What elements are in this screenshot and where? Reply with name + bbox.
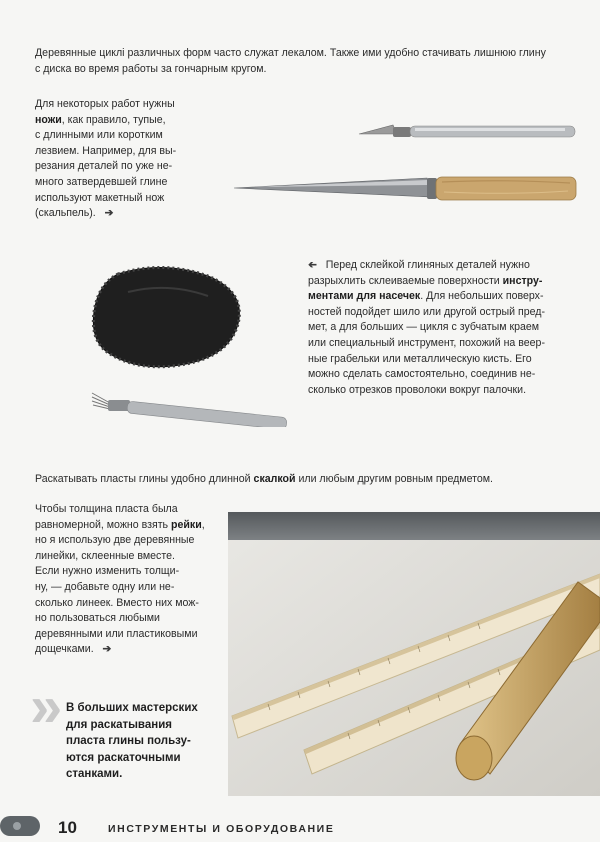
arrow-right-icon: ➔ bbox=[102, 643, 112, 656]
notching-line-1-text: Перед склейкой глиняных деталей нужно bbox=[325, 259, 530, 271]
callout-line-2: для раскатывания bbox=[66, 718, 172, 731]
rolling-text-post: или любым другим ровным предметом. bbox=[298, 473, 493, 485]
rulers-rolling-pin-photo bbox=[228, 512, 600, 796]
knives-bold-term: ножи bbox=[35, 113, 62, 126]
knives-line-8-text: (скальпель). bbox=[35, 207, 96, 220]
notching-line-2-text: разрыхлить склеиваемые поверхности bbox=[308, 274, 500, 287]
notching-line-3-rest: . Для небольших поверх- bbox=[420, 290, 544, 303]
knives-line-1: Для некоторых работ нужны bbox=[35, 98, 175, 110]
arrow-right-icon: ➔ bbox=[104, 207, 114, 220]
page-footer bbox=[0, 812, 600, 842]
slats-line-9: деревянными или пластиковыми bbox=[35, 627, 198, 640]
notching-line-6: или специальный инструмент, похожий на веер- bbox=[308, 336, 545, 349]
knives-line-3: с длинными или коротким bbox=[35, 129, 163, 142]
knives-line-2 bbox=[35, 113, 225, 129]
callout-box bbox=[66, 700, 226, 783]
callout-chevron-icon: » bbox=[30, 674, 63, 739]
serrated-rib-image bbox=[88, 262, 248, 372]
rolling-text-pre: Раскатывать пласты глины удобно длинной bbox=[35, 473, 251, 485]
scalpel-image bbox=[355, 117, 580, 147]
slats-line-8: но пользоваться любыми bbox=[35, 612, 160, 625]
rolling-bold-term: скалкой bbox=[253, 473, 296, 485]
slats-paragraph bbox=[35, 502, 230, 658]
intro-line-2: с диска во время работы за гончарным кругом. bbox=[35, 63, 267, 75]
notching-line-2 bbox=[308, 274, 598, 290]
knives-line-2-rest: , как правило, тупые, bbox=[61, 113, 166, 126]
footer-tab-icon bbox=[0, 814, 42, 838]
slats-line-5: Если нужно изменить толщи- bbox=[35, 565, 180, 578]
callout-line-1: В больших мастерских bbox=[66, 702, 198, 714]
knives-paragraph bbox=[35, 97, 225, 222]
slats-bold-term: рейки bbox=[171, 518, 202, 531]
slats-line-2-text: равномерной, можно взять bbox=[35, 518, 169, 531]
knives-line-4: лезвием. Например, для вы- bbox=[35, 144, 177, 157]
knives-line-5: резания деталей по уже не- bbox=[35, 160, 173, 173]
page-number: 10 bbox=[58, 818, 77, 837]
notching-line-1 bbox=[308, 258, 598, 274]
slats-line-7: сколько линеек. Вместо них мож- bbox=[35, 596, 199, 609]
callout-line-5: станками. bbox=[66, 768, 123, 780]
rolling-sentence bbox=[35, 472, 595, 488]
intro-line-1: Деревянные циклі различных форм часто служат лекалом. Также ими удобно стачивать лишнюю глину bbox=[35, 47, 546, 59]
notching-line-9: сколько отрезков проволоки вокруг палочки. bbox=[308, 383, 527, 396]
section-title: ИНСТРУМЕНТЫ И ОБОРУДОВАНИЕ bbox=[108, 823, 335, 835]
slats-line-10-text: дощечками. bbox=[35, 643, 94, 656]
callout-line-4: ются раскаточными bbox=[66, 751, 181, 764]
knives-line-7: используют макетный нож bbox=[35, 191, 165, 204]
slats-line-2 bbox=[35, 518, 230, 534]
slats-line-10 bbox=[35, 642, 230, 658]
notching-line-3 bbox=[308, 289, 598, 305]
notching-line-8: можно сделать самостоятельно, соединив не- bbox=[308, 368, 536, 381]
notching-paragraph bbox=[308, 258, 598, 398]
long-knife-image bbox=[232, 170, 582, 205]
arrow-left-icon: ➔ bbox=[308, 259, 317, 271]
notching-line-5: мет, а для больших — цикля с зубчатым краем bbox=[308, 321, 540, 334]
slats-line-6: ну, — добавьте одну или не- bbox=[35, 580, 175, 593]
slats-line-1: Чтобы толщина пласта была bbox=[35, 503, 178, 515]
knives-line-8 bbox=[35, 206, 225, 222]
slats-line-2-rest: , bbox=[201, 518, 205, 531]
notching-bold-term-2: ментами для насечек bbox=[308, 290, 421, 303]
notching-bold-term-1: инстру- bbox=[502, 274, 543, 287]
notching-line-4: ностей подойдет шило или другой острый пред- bbox=[308, 305, 545, 318]
callout-line-3: пласта глины пользу- bbox=[66, 735, 191, 747]
rake-tool-image bbox=[88, 387, 293, 427]
notching-line-7: ные грабельки или металлическую кисть. Его bbox=[308, 352, 532, 365]
slats-line-4: линейки, склеенные вместе. bbox=[35, 549, 175, 562]
knives-line-6: много затвердевшей глине bbox=[35, 175, 168, 188]
slats-line-3: но я использую две деревянные bbox=[35, 534, 195, 547]
